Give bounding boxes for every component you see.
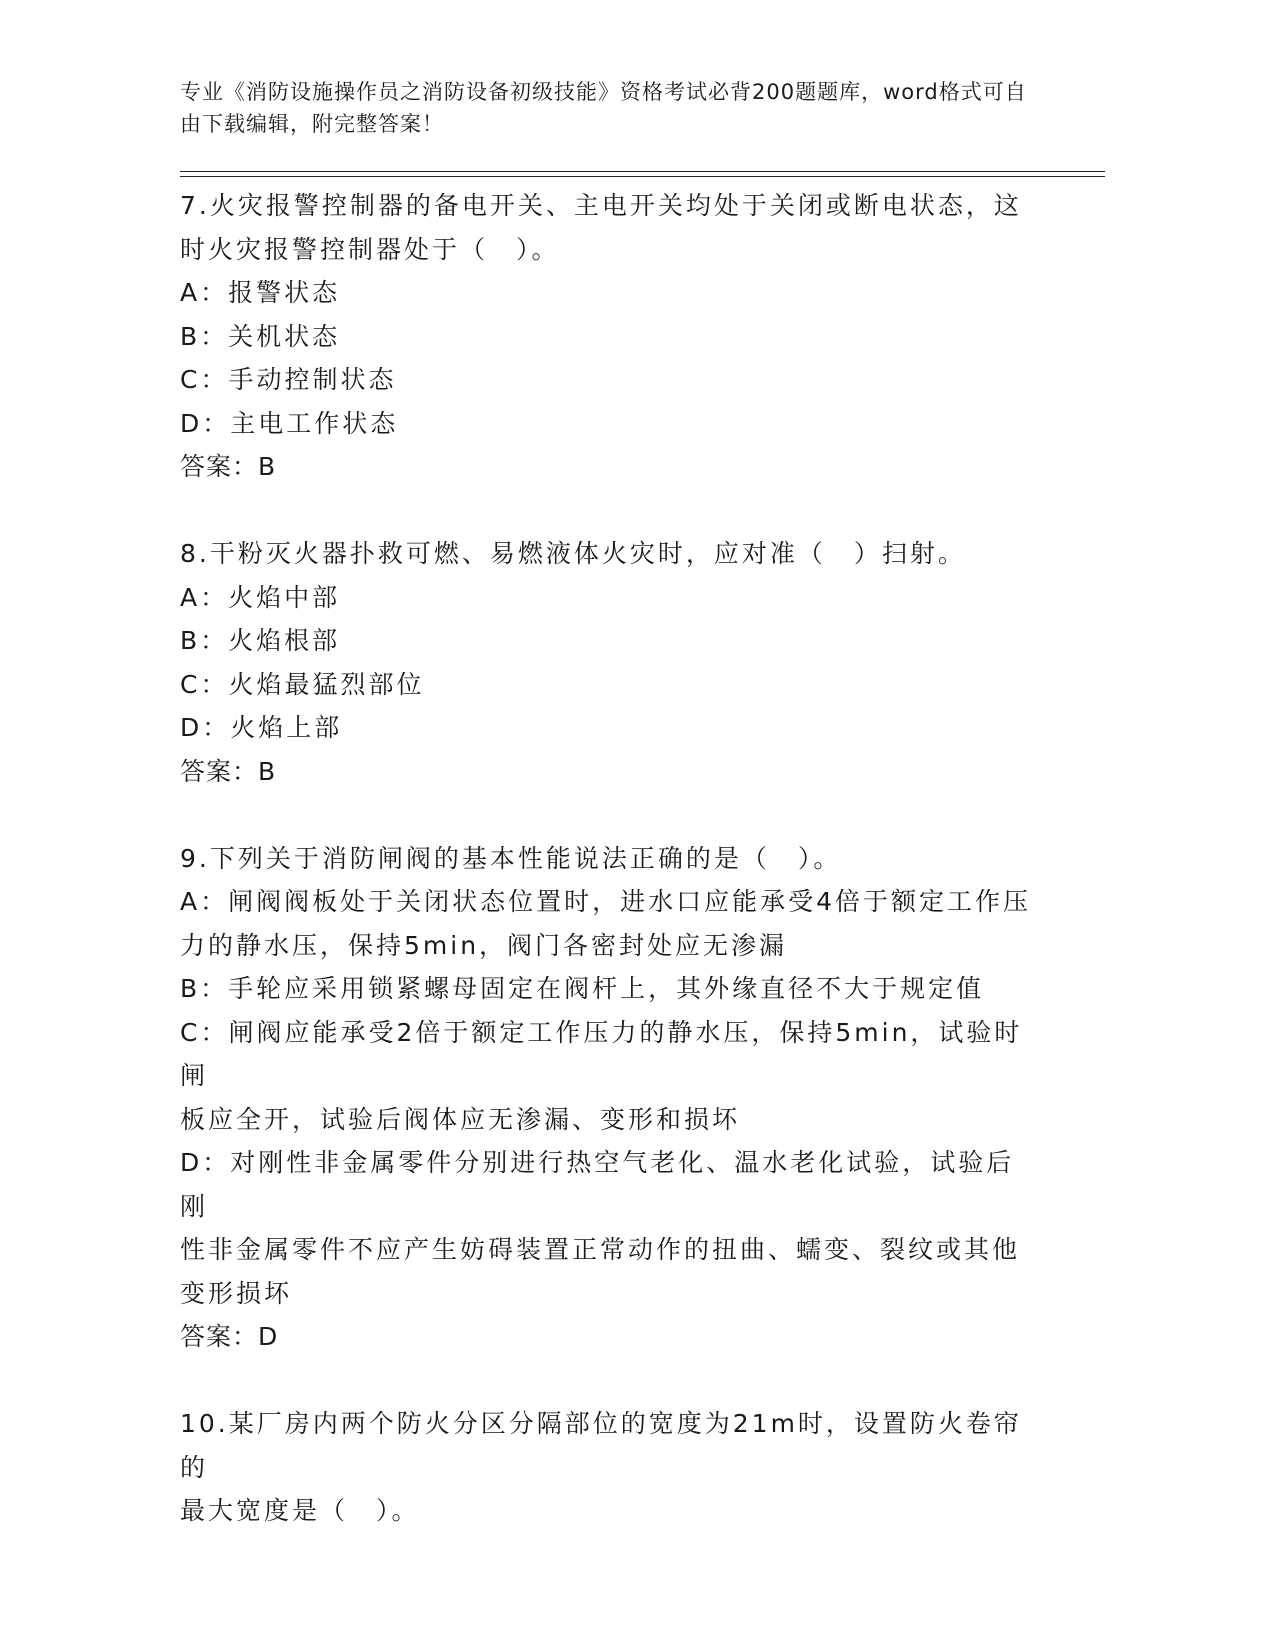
document-intro: 专业《消防设施操作员之消防设备初级技能》资格考试必背200题题库，word格式可自由下载编辑，附完整答案！ [180, 80, 1027, 136]
option-c: C：闸阀应能承受2倍于额定工作压力的静水压，保持5min，试验时闸 [180, 1017, 1023, 1090]
option-a: A：闸阀阀板处于关闭状态位置时，进水口应能承受4倍于额定工作压 [180, 887, 1032, 916]
option-c: C：手动控制状态 [180, 365, 397, 394]
option-d-cont: 变形损坏 [180, 1278, 293, 1308]
answer: 答案：B [180, 452, 277, 481]
option-d: D：火焰上部 [180, 713, 343, 742]
question-stem-line: 8.干粉灭火器扑救可燃、易燃液体火灾时，应对准（ ）扫射。 [180, 539, 966, 568]
option-c: C：火焰最猛烈部位 [180, 669, 425, 699]
question-stem-line: 时火灾报警控制器处于（ ）。 [180, 234, 560, 264]
option-b: B：火焰根部 [180, 626, 341, 655]
option-d: D：对刚性非金属零件分别进行热空气老化、温水老化试验，试验后刚 [180, 1148, 1015, 1221]
spacer [180, 489, 1040, 533]
option-a: A：报警状态 [180, 278, 341, 307]
question-10 [180, 1402, 1040, 1533]
option-b: B：手轮应采用锁紧螺母固定在阀杆上，其外缘直径不大于规定值 [180, 974, 985, 1003]
question-9 [180, 837, 1040, 1359]
option-a: A：火焰中部 [180, 582, 341, 612]
question-stem-line: 最大宽度是（ ）。 [180, 1496, 420, 1525]
option-c-cont: 板应全开，试验后阀体应无渗漏、变形和损坏 [180, 1104, 741, 1134]
header-divider-top [180, 171, 1105, 172]
spacer [180, 793, 1040, 837]
question-stem-line: 9.下列关于消防闸阀的基本性能说法正确的是（ ）。 [180, 843, 842, 873]
question-stem-line: 10.某厂房内两个防火分区分隔部位的宽度为21m时，设置防火卷帘的 [180, 1409, 1022, 1482]
answer: 答案：D [180, 1322, 279, 1351]
question-7 [180, 184, 1040, 489]
answer: 答案：B [180, 756, 277, 786]
question-8 [180, 532, 1040, 793]
option-d: D：主电工作状态 [180, 408, 399, 438]
header-divider-bottom [180, 176, 1105, 177]
option-a-cont: 力的静水压，保持5min，阀门各密封处应无渗漏 [180, 930, 788, 960]
question-list [180, 184, 1040, 1533]
question-stem-line: 7.火灾报警控制器的备电开关、主电开关均处于关闭或断电状态，这 [180, 191, 1022, 220]
spacer [180, 1359, 1040, 1403]
option-d-cont: 性非金属零件不应产生妨碍装置正常动作的扭曲、蠕变、裂纹或其他 [180, 1235, 1021, 1264]
option-b: B：关机状态 [180, 321, 341, 351]
